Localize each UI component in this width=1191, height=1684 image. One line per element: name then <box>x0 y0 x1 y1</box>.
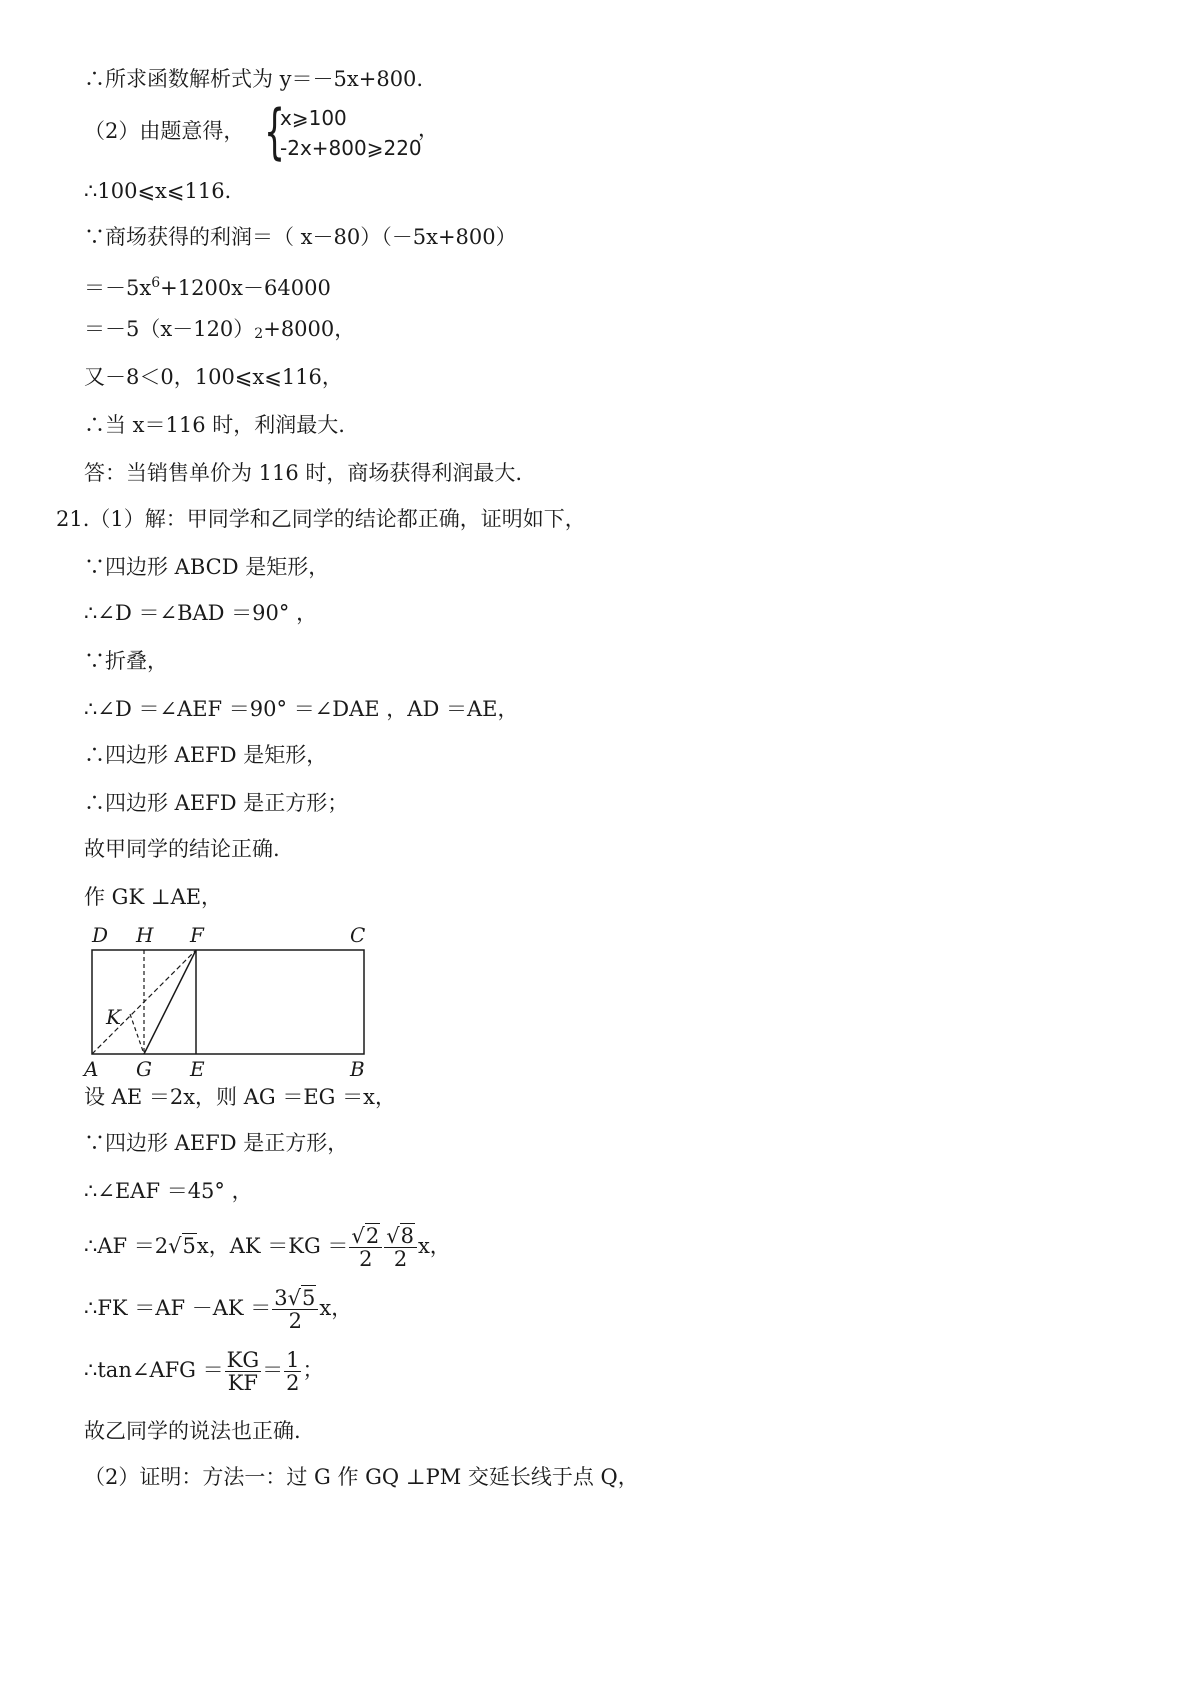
text-line: 故乙同学的说法也正确. <box>84 1419 301 1443</box>
denominator: 2 <box>286 1371 300 1395</box>
text-segment: +8000， <box>263 317 356 341</box>
sqrt: √5 <box>168 1234 196 1258</box>
fraction <box>284 1349 301 1394</box>
brace-symbol: { <box>264 97 286 167</box>
sqrt: √2 <box>351 1224 380 1248</box>
coefficient: 3 <box>274 1286 288 1310</box>
denominator: 2 <box>288 1309 302 1333</box>
point-label-g: G <box>136 1057 152 1080</box>
text-line <box>84 270 331 301</box>
text-line <box>84 1284 352 1332</box>
numerator <box>384 1225 417 1248</box>
text-line <box>84 316 355 347</box>
point-label-e: E <box>190 1057 205 1080</box>
fraction <box>349 1225 382 1270</box>
point-label-k: K <box>106 1005 121 1029</box>
text-line <box>84 1222 451 1270</box>
text-line <box>84 1346 323 1394</box>
text-line: 故甲同学的结论正确. <box>84 837 280 861</box>
text-line: ∴当 x＝116 时，利润最大. <box>84 413 345 437</box>
point-label-f: F <box>190 923 204 947</box>
text-segment: ＝－5（x－120） <box>84 317 255 341</box>
numerator <box>272 1287 318 1310</box>
denominator: 2 <box>359 1247 373 1271</box>
text-line: ∴∠D ＝∠BAD ＝90° ， <box>84 601 318 625</box>
inequality-row: x⩾100 <box>280 106 347 130</box>
text-line: （2）由题意得， <box>84 119 245 143</box>
point-label-d: D <box>92 923 109 947</box>
radicand: 2 <box>365 1224 380 1248</box>
numerator: KG <box>226 1348 260 1372</box>
text-segment: ＝－5x <box>84 276 152 300</box>
text-segment: ； <box>302 1358 324 1382</box>
text-line: 21.（1）解：甲同学和乙同学的结论都正确，证明如下， <box>56 507 586 531</box>
text-segment: ∴AF ＝2 <box>84 1234 169 1258</box>
text-line: 又－8＜0，100⩽x⩽116， <box>84 365 343 389</box>
radicand: 5 <box>302 1286 316 1310</box>
superscript: 6 <box>151 275 161 291</box>
radicand: 5 <box>182 1234 196 1258</box>
text-segment: x， <box>417 1234 451 1258</box>
rectangle-abcd <box>92 950 364 1054</box>
segment-gf <box>144 950 196 1054</box>
point-label-b: B <box>350 1057 365 1080</box>
geometry-figure <box>80 918 380 1080</box>
denominator: KF <box>227 1371 258 1395</box>
text-line: ∴∠D ＝∠AEF ＝90° ＝∠DAE ，AD ＝AE， <box>84 697 519 721</box>
text-segment: x， <box>319 1296 353 1320</box>
text-line: ∵商场获得的利润＝（ x－80）（－5x+800） <box>84 225 517 249</box>
text-line: ∴所求函数解析式为 y＝－5x+800. <box>84 67 424 91</box>
text-line: ∴∠EAF ＝45° ， <box>84 1179 253 1203</box>
text-line: 答：当销售单价为 116 时，商场获得利润最大. <box>84 461 523 485</box>
denominator: 2 <box>393 1247 408 1271</box>
fraction <box>225 1349 261 1394</box>
text-segment: x，AK ＝KG ＝ <box>196 1234 349 1258</box>
text-line: 作 GK ⊥AE， <box>84 885 223 909</box>
text-line: ∵四边形 ABCD 是矩形， <box>84 555 330 579</box>
numerator: 1 <box>286 1348 300 1372</box>
text-line: ∴四边形 AEFD 是正方形； <box>84 791 349 815</box>
inequality-row: -2x+800⩾220 <box>280 136 422 160</box>
point-label-h: H <box>136 923 154 947</box>
text-line: ∴四边形 AEFD 是矩形， <box>84 743 328 767</box>
sqrt: √8 <box>386 1224 414 1248</box>
text-line: （2）证明：方法一：过 G 作 GQ ⊥PM 交延长线于点 Q， <box>84 1465 639 1489</box>
text-segment: ∴tan∠AFG ＝ <box>84 1358 224 1382</box>
fraction <box>272 1287 318 1332</box>
point-label-c: C <box>350 923 366 947</box>
point-label-a: A <box>84 1057 99 1080</box>
text-line: ∴100⩽x⩽116. <box>84 179 232 203</box>
exponent: 2 <box>254 326 264 342</box>
dashed-segment-kg <box>130 1014 144 1054</box>
text-line: 设 AE ＝2x，则 AG ＝EG ＝x， <box>84 1085 396 1109</box>
text-segment: ∴FK ＝AF －AK ＝ <box>84 1296 272 1320</box>
text-line: ∵折叠， <box>84 649 168 673</box>
radicand: 8 <box>400 1224 414 1248</box>
numerator <box>349 1225 382 1248</box>
fraction <box>384 1225 417 1270</box>
text-segment: +1200x－64000 <box>160 276 331 300</box>
text-line: ， <box>418 117 439 141</box>
text-line: ∵四边形 AEFD 是正方形， <box>84 1131 349 1155</box>
sqrt: √5 <box>287 1286 316 1310</box>
text-segment: ＝ <box>262 1358 284 1382</box>
